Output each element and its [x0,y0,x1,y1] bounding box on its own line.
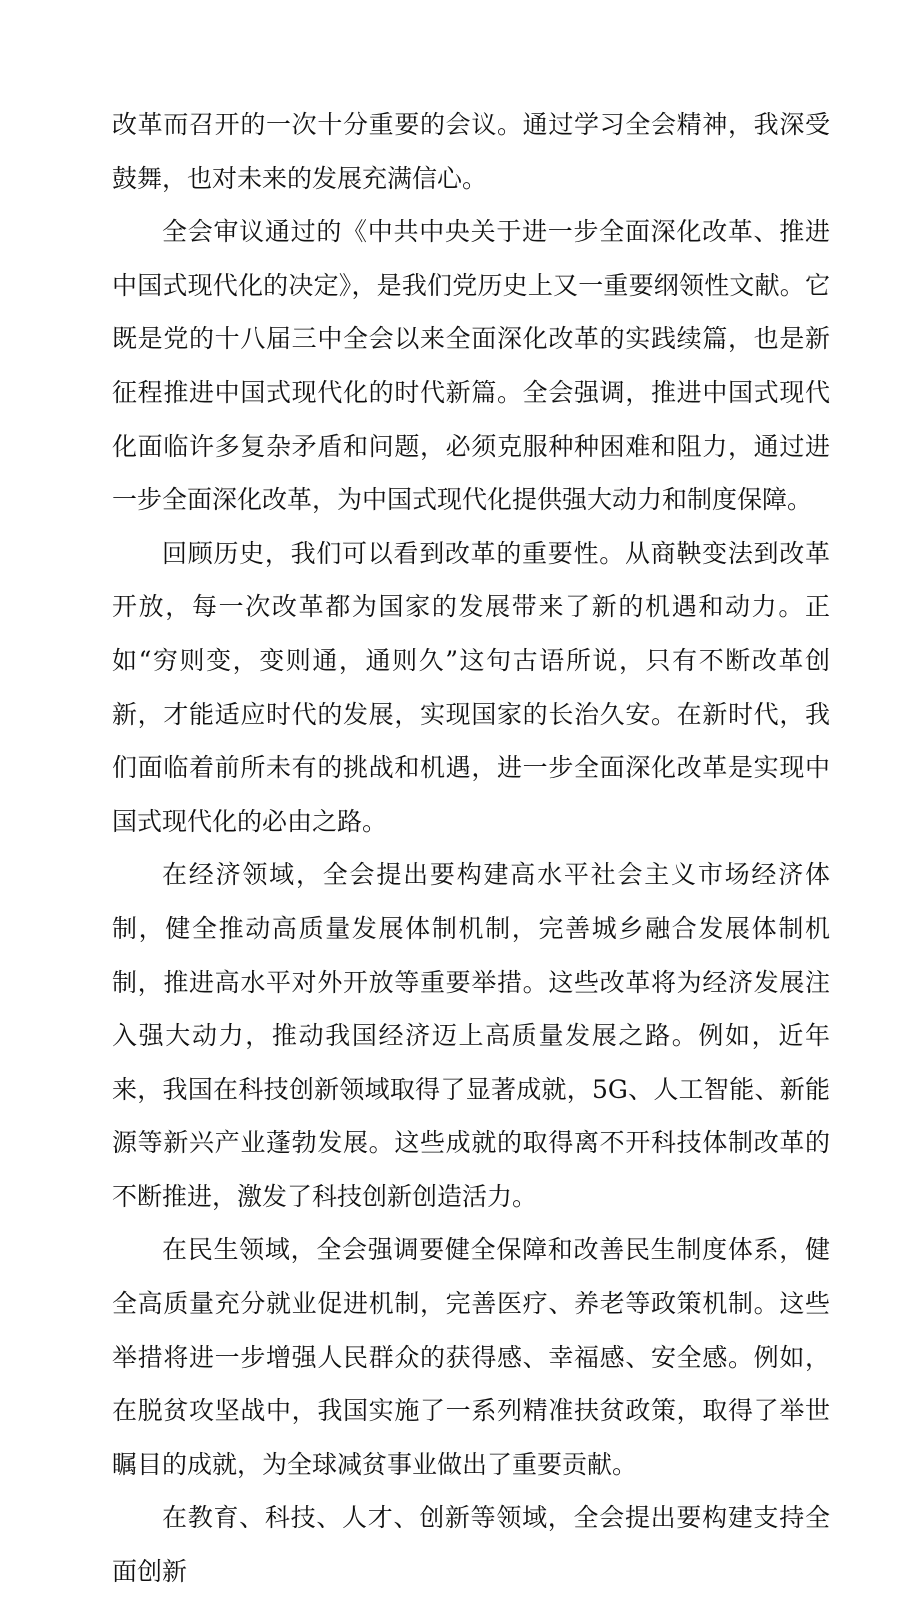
document-body [112,98,830,1599]
paragraph-5: 在民生领域，全会强调要健全保障和改善民生制度体系，健全高质量充分就业促进机制，完善医疗、养老等政策机制。这些举措将进一步增强人民群众的获得感、幸福感、安全感。例如，在脱贫攻坚战中，我国实施了一系列精准扶贫政策，取得了举世瞩目的成就，为全球减贫事业做出了重要贡献。 [112,1235,830,1479]
paragraph-4: 在经济领域，全会提出要构建高水平社会主义市场经济体制，健全推动高质量发展体制机制，完善城乡融合发展体制机制，推进高水平对外开放等重要举措。这些改革将为经济发展注入强大动力，推动我国经济迈上高质量发展之路。例如，近年来，我国在科技创新领域取得了显著成就，5G、人工智能、新能源等新兴产业蓬勃发展。这些成就的取得离不开科技体制改革的不断推进，激发了科技创新创造活力。 [112,860,830,1211]
paragraph-2: 全会审议通过的《中共中央关于进一步全面深化改革、推进中国式现代化的决定》，是我们党历史上又一重要纲领性文献。它既是党的十八届三中全会以来全面深化改革的实践续篇，也是新征程推进中国式现代化的时代新篇。全会强调，推进中国式现代化面临许多复杂矛盾和问题，必须克服种种困难和阻力，通过进一步全面深化改革，为中国式现代化提供强大动力和制度保障。 [112,217,830,515]
paragraph-6: 在教育、科技、人才、创新等领域，全会提出要构建支持全面创新 [112,1503,830,1587]
paragraph-1: 改革而召开的一次十分重要的会议。通过学习全会精神，我深受鼓舞，也对未来的发展充满信心。 [112,110,830,193]
paragraph-3: 回顾历史，我们可以看到改革的重要性。从商鞅变法到改革开放，每一次改革都为国家的发展带来了新的机遇和动力。正如“穷则变，变则通，通则久”这句古语所说，只有不断改革创新，才能适应时代的发展，实现国家的长治久安。在新时代，我们面临着前所未有的挑战和机遇，进一步全面深化改革是实现中国式现代化的必由之路。 [112,538,830,836]
